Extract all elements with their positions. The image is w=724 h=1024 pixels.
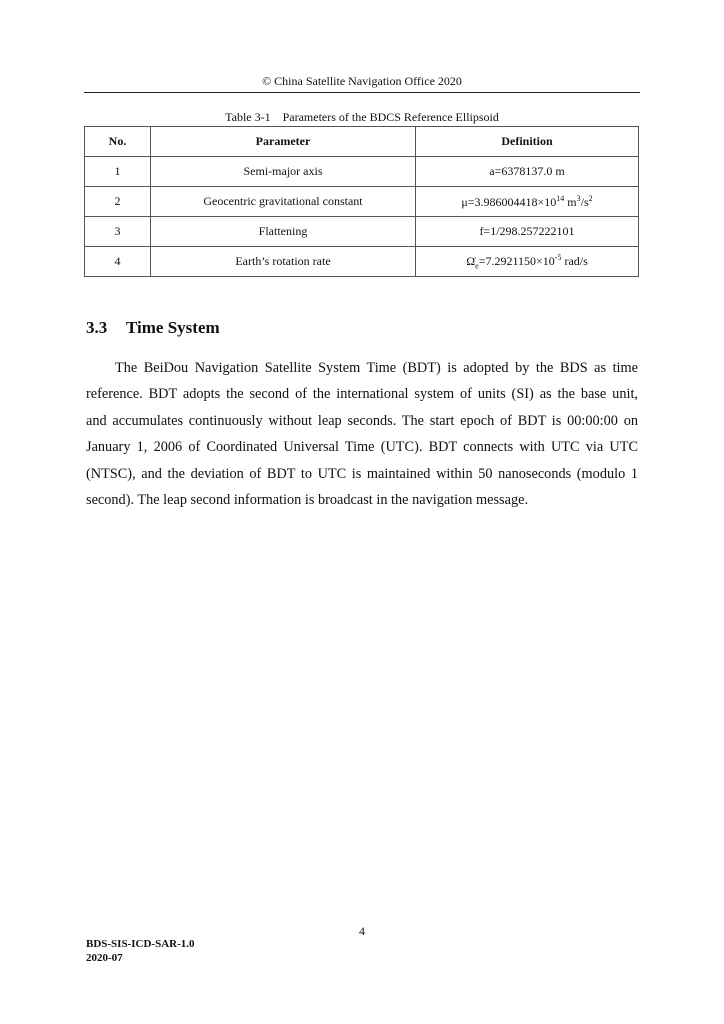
cell-parameter: Flattening xyxy=(151,217,416,247)
table-row xyxy=(85,217,639,247)
paragraph-line: January 1, 2006 of Coordinated Universal Time (UTC). BDT connects with UTC via UTC xyxy=(86,439,638,456)
cell-definition xyxy=(416,247,639,277)
header-divider xyxy=(84,92,640,93)
body-paragraph xyxy=(86,355,638,513)
cell-no: 3 xyxy=(85,217,151,247)
table-caption: Table 3-1 Parameters of the BDCS Reference Ellipsoid xyxy=(225,110,499,124)
table-row xyxy=(85,247,639,277)
definition-unit-exponent: 3 xyxy=(576,193,581,203)
definition-unit: rad/s xyxy=(561,253,588,268)
paragraph-line: second). The leap second information is broadcast in the navigation message. xyxy=(86,491,529,508)
definition-unit2-exponent: 2 xyxy=(588,193,593,203)
cell-parameter: Earth’s rotation rate xyxy=(151,247,416,277)
definition-unit2: /s xyxy=(580,194,589,209)
definition-unit: m xyxy=(564,194,577,209)
cell-definition xyxy=(416,187,639,217)
document-id: BDS-SIS-ICD-SAR-1.0 xyxy=(86,938,195,950)
paragraph-line: and accumulates continuously without leap seconds. The start epoch of BDT is 00:00:00 on xyxy=(86,412,638,429)
definition-exponent: -5 xyxy=(554,252,562,262)
paragraph-line: reference. BDT adopts the second of the international system of units (SI) as the base unit, xyxy=(86,386,638,403)
section-heading xyxy=(86,318,220,338)
column-header-no: No. xyxy=(85,127,151,157)
table-header-row xyxy=(85,127,639,157)
page-header: © China Satellite Navigation Office 2020 xyxy=(262,74,462,88)
definition-base: μ=3.986004418×10 xyxy=(461,194,557,209)
cell-definition: f=1/298.257222101 xyxy=(416,217,639,247)
definition-subscript: e xyxy=(475,261,479,271)
document-date: 2020-07 xyxy=(86,952,123,964)
table-row xyxy=(85,157,639,187)
definition-base: =7.2921150×10 xyxy=(478,253,555,268)
page-number: 4 xyxy=(359,924,365,938)
cell-no: 4 xyxy=(85,247,151,277)
paragraph-line: (NTSC), and the deviation of BDT to UTC is maintained within 50 nanoseconds (modulo 1 xyxy=(86,465,638,482)
definition-exponent: 14 xyxy=(556,193,565,203)
cell-parameter: Geocentric gravitational constant xyxy=(151,187,416,217)
cell-no: 1 xyxy=(85,157,151,187)
definition-symbol: Ω̇ xyxy=(466,253,476,268)
paragraph-line: The BeiDou Navigation Satellite System Time (BDT) is adopted by the BDS as time xyxy=(115,360,638,376)
column-header-parameter: Parameter xyxy=(151,127,416,157)
section-number: 3.3 xyxy=(86,318,108,337)
table-row xyxy=(85,187,639,217)
cell-definition: a=6378137.0 m xyxy=(416,157,639,187)
section-title: Time System xyxy=(126,318,220,337)
column-header-definition: Definition xyxy=(416,127,639,157)
parameters-table xyxy=(84,126,639,277)
cell-no: 2 xyxy=(85,187,151,217)
cell-parameter: Semi-major axis xyxy=(151,157,416,187)
page-footer xyxy=(86,937,195,965)
